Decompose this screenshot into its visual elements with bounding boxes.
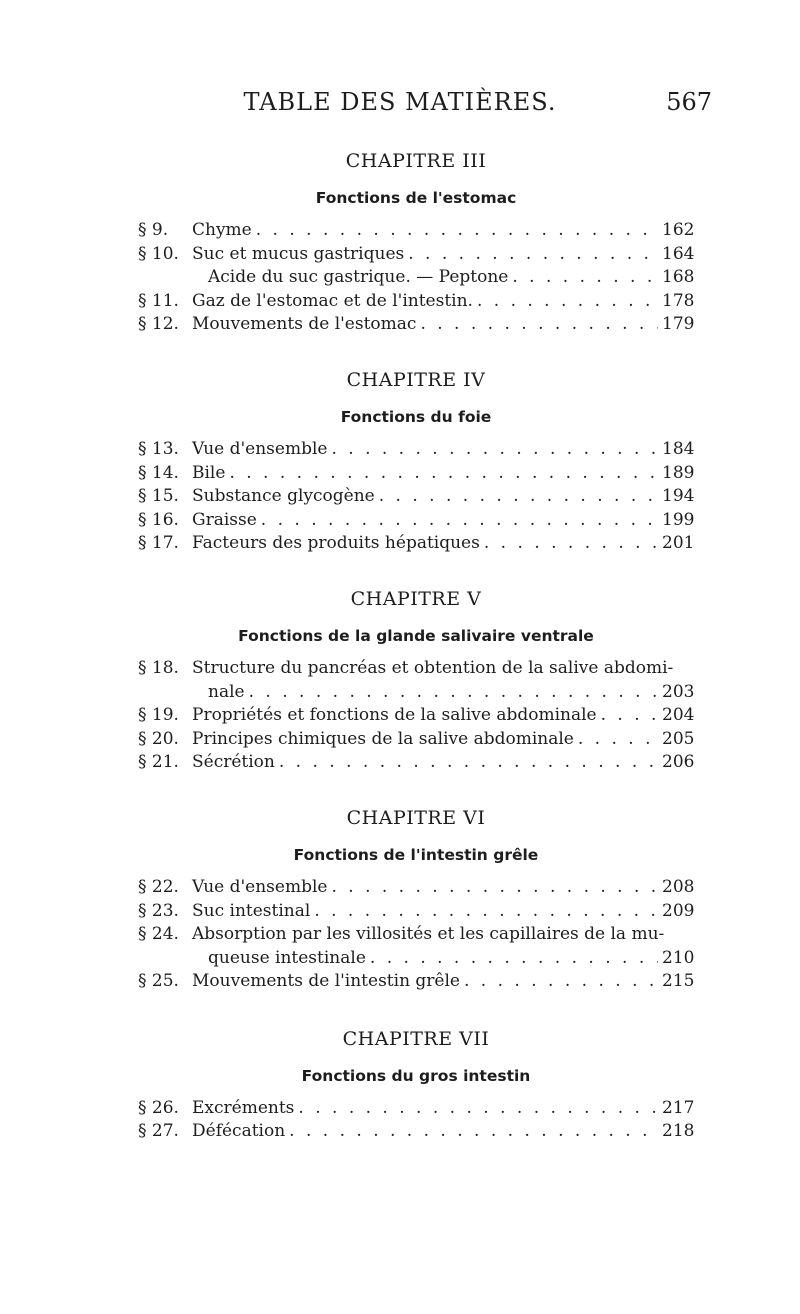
entry-title: Bile [192,462,226,483]
leader-dots [484,532,658,556]
leader-dots [477,290,658,314]
chapter-gap [138,337,694,367]
entry-page: 210 [662,947,695,968]
section-number: § 25. [138,971,179,992]
toc-entry [138,1097,694,1121]
leader-dots [249,681,658,705]
entry-page: 168 [662,267,695,288]
section-number: § 18. [138,657,179,678]
chapter [138,148,694,337]
leader-dots [370,947,658,971]
toc-entry [138,751,694,775]
entry-title-continuation: nale [208,681,245,702]
chapter-title: CHAPITRE V [350,587,482,610]
entry-title: Suc intestinal [192,900,311,921]
toc-entry [138,704,694,728]
entry-page: 217 [662,1097,695,1118]
chapter [138,367,694,556]
chapter-subtitle: Fonctions de la glande salivaire ventrale [238,626,594,645]
chapter-title: CHAPITRE VI [346,806,486,829]
entry-page: 204 [662,705,695,726]
section-number: § 17. [138,533,179,554]
toc-entry [138,266,694,290]
entry-title: Acide du suc gastrique. — Peptone [208,267,509,288]
toc-entry [138,462,694,486]
toc-entry [138,532,694,556]
entry-title: Structure du pancréas et obtention de la salive abdomi- [192,657,674,678]
entry-page: 194 [662,486,695,507]
entry-page: 189 [662,462,695,483]
entry-title: Chyme [192,220,252,240]
entry-page: 209 [662,900,695,921]
section-number: § 26. [138,1097,179,1118]
leader-dots [408,243,658,267]
chapter [138,1026,694,1144]
entry-title: Suc et mucus gastriques [192,243,405,264]
running-head [0,88,800,122]
running-title: TABLE DES MATIÈRES. [243,88,557,116]
leader-dots [331,876,658,900]
entry-title: Sécrétion [192,752,275,773]
section-number: § 23. [138,900,179,921]
section-number: § 16. [138,509,179,530]
chapter-title: CHAPITRE VII [342,1027,490,1050]
toc-entry [138,657,694,681]
table-of-contents [138,148,694,1144]
entry-title: Gaz de l'estomac et de l'intestin. [192,290,473,311]
toc-entry [138,243,694,267]
section-number: § 20. [138,728,179,749]
chapter-gap [138,994,694,1026]
chapter-gap [138,775,694,805]
section-number: § 13. [138,438,179,459]
chapter-gap [138,556,694,586]
section-number: § 15. [138,486,179,507]
entry-title: Mouvements de l'intestin grêle [192,971,460,992]
entry-page: 178 [662,290,695,311]
entry-page: 184 [662,438,695,459]
entry-title: Principes chimiques de la salive abdominale [192,728,574,749]
chapter-subtitle: Fonctions du foie [340,407,492,426]
entry-title: Mouvements de l'estomac [192,314,417,335]
leader-dots [331,438,658,462]
section-number: § 27. [138,1121,179,1142]
entry-page: 179 [662,314,695,335]
toc-entry [138,1120,694,1144]
entry-title: Vue d'ensemble [192,876,328,897]
section-number: § 11. [138,290,179,311]
section-number: § 12. [138,314,179,335]
toc-entry [138,900,694,924]
entry-page: 199 [662,509,695,530]
leader-dots [420,313,658,337]
toc-entry-continuation [138,681,694,705]
leader-dots [578,728,658,752]
leader-dots [379,485,658,509]
toc-entry [138,485,694,509]
leader-dots [229,462,658,486]
entry-title: Vue d'ensemble [192,438,328,459]
leader-dots [298,1097,658,1121]
entry-page: 205 [662,728,695,749]
toc-entry [138,313,694,337]
chapter-title: CHAPITRE IV [346,368,486,391]
toc-entry [138,970,694,994]
section-number: § 14. [138,462,179,483]
section-number: § 21. [138,752,179,773]
entry-page: 218 [662,1121,695,1142]
toc-entry-continuation [138,947,694,971]
leader-dots [279,751,658,775]
toc-entry [138,219,694,243]
leader-dots [256,219,658,243]
toc-entry [138,876,694,900]
toc-entry [138,438,694,462]
toc-entry [138,290,694,314]
chapter [138,586,694,775]
chapter-title: CHAPITRE III [345,150,487,172]
entry-page: 201 [662,533,695,554]
page-number: 567 [666,88,712,116]
entry-title: Défécation [192,1121,286,1142]
entry-page: 162 [662,220,695,240]
chapter-subtitle: Fonctions de l'intestin grêle [293,845,539,864]
entry-page: 215 [662,971,695,992]
chapter-subtitle: Fonctions du gros intestin [301,1066,531,1085]
toc-entry [138,509,694,533]
section-number: § 24. [138,924,179,945]
entry-page: 208 [662,876,695,897]
section-number: § 19. [138,705,179,726]
section-number: § 22. [138,876,179,897]
entry-page: 206 [662,752,695,773]
entry-page: 164 [662,243,695,264]
leader-dots [289,1120,658,1144]
entry-title: Absorption par les villosités et les capillaires de la mu- [192,924,665,945]
entry-title: Propriétés et fonctions de la salive abdominale [192,705,597,726]
toc-entry [138,923,694,947]
entry-title: Graisse [192,509,257,530]
leader-dots [601,704,658,728]
leader-dots [314,900,658,924]
leader-dots [261,509,658,533]
chapter [138,805,694,994]
entry-title-continuation: queuse intestinale [208,947,366,968]
section-number: § 9. [138,220,169,240]
chapter-subtitle: Fonctions de l'estomac [315,189,517,207]
entry-title: Facteurs des produits hépatiques [192,533,480,554]
section-number: § 10. [138,243,179,264]
toc-entry [138,728,694,752]
entry-title: Excréments [192,1097,295,1118]
entry-title: Substance glycogène [192,486,375,507]
entry-page: 203 [662,681,695,702]
leader-dots [512,266,658,290]
leader-dots [464,970,658,994]
